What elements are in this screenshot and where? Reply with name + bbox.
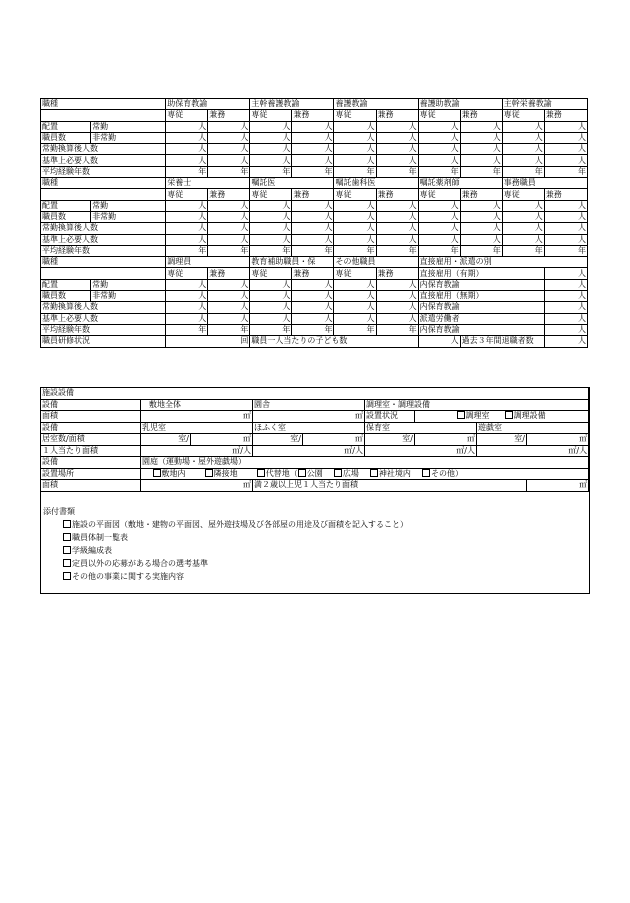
value-cell[interactable]: 人 — [166, 279, 208, 290]
attach-title: 添付書類 — [43, 507, 75, 516]
sub-label-senju: 専従 — [334, 110, 376, 121]
label-shokuinsu: 職員数 — [41, 132, 91, 143]
sub-label-senju: 専従 — [166, 268, 208, 279]
value-cell[interactable]: 人 — [334, 279, 376, 290]
label-hijokin: 非常勤 — [91, 211, 166, 222]
checkbox-koen[interactable] — [298, 469, 306, 477]
value-cell[interactable]: 人 — [418, 132, 460, 143]
hoiku-rooms[interactable]: 室/ — [365, 434, 415, 446]
direct-item: 内保育教諭 — [418, 302, 544, 313]
direct-header: 直接雇用・派遣の別 — [418, 257, 587, 268]
sub-label-kenmu: 兼務 — [292, 110, 334, 121]
label-garden: 園庭（運動場・屋外遊戯場） — [141, 457, 589, 469]
label-shokuinsu: 職員数 — [41, 291, 91, 302]
sub-label-kenmu: 兼務 — [376, 110, 418, 121]
checkbox-attach-2[interactable] — [63, 546, 71, 554]
value-cell[interactable]: 人 — [460, 234, 502, 245]
value-cell[interactable]: 人 — [334, 223, 376, 234]
label-shikichi: 敷地全体 — [141, 399, 253, 411]
chori-equip-label: 調理設備 — [513, 411, 546, 421]
value-cell[interactable]: 人 — [544, 200, 587, 211]
sub-label-kenmu: 兼務 — [544, 189, 587, 200]
value-cell[interactable]: 年 — [166, 324, 208, 335]
job-title: 事務職員 — [502, 178, 587, 189]
label-setsubi-2: 設備 — [41, 422, 141, 434]
value-cell[interactable]: 人 — [292, 234, 334, 245]
label-menseki: 面積 — [41, 411, 141, 423]
room-hofuku: ほふく室 — [253, 422, 365, 434]
value-cell[interactable]: 年 — [376, 324, 418, 335]
value-cell[interactable]: 人 — [250, 132, 292, 143]
label-ensha: 園舎 — [253, 399, 365, 411]
sub-label-senju: 専従 — [334, 268, 376, 279]
checkbox-hiroba[interactable] — [334, 469, 342, 477]
attach-item-label: 定員以外の応募がある場合の選考基準 — [72, 559, 208, 568]
value-cell[interactable]: 人 — [376, 313, 418, 324]
sub-label-kenmu: 兼務 — [292, 268, 334, 279]
value-cell[interactable]: 年 — [334, 324, 376, 335]
value-cell[interactable]: 人 — [166, 211, 208, 222]
value-cell[interactable]: 人 — [292, 121, 334, 132]
label-haichi: 配置 — [41, 200, 91, 211]
value-cell[interactable]: 人 — [418, 200, 460, 211]
direct-value[interactable]: 人 — [544, 268, 587, 279]
label-kijun: 基準上必要人数 — [41, 313, 166, 324]
direct-item: 内保育教諭 — [418, 324, 544, 335]
value-cell[interactable]: 人 — [376, 155, 418, 166]
label-kijun: 基準上必要人数 — [41, 234, 166, 245]
value-cell[interactable]: 人 — [376, 211, 418, 222]
value-cell[interactable]: 人 — [292, 144, 334, 155]
retired-value[interactable]: 人 — [544, 336, 587, 347]
sub-label-senju: 専従 — [502, 110, 544, 121]
value-cell[interactable]: 人 — [166, 200, 208, 211]
garden-area[interactable]: ㎡ — [141, 480, 253, 492]
checkbox-rinsetsu[interactable] — [205, 469, 213, 477]
value-cell[interactable]: 人 — [502, 144, 544, 155]
attach-item-label: 施設の平面図（敷地・建物の平面図、屋外遊技場及び各部屋の用途及び面積を記入すること） — [72, 520, 408, 529]
value-cell[interactable]: 人 — [376, 279, 418, 290]
sub-label-kenmu: 兼務 — [208, 268, 250, 279]
job-title: その他職員 — [334, 257, 418, 268]
value-cell[interactable]: 年 — [334, 245, 376, 256]
yugi-area[interactable]: ㎡ — [527, 434, 589, 446]
label-keiken: 平均経験年数 — [41, 245, 166, 256]
value-cell[interactable]: 年 — [460, 166, 502, 177]
place-hiroba: 広場 — [342, 468, 359, 478]
value-cell[interactable]: 人 — [292, 223, 334, 234]
value-cell[interactable]: 人 — [292, 211, 334, 222]
value-cell[interactable]: 人 — [166, 313, 208, 324]
value-cell[interactable]: 人 — [376, 144, 418, 155]
direct-value[interactable]: 人 — [544, 324, 587, 335]
label-hijokin: 非常勤 — [91, 132, 166, 143]
value-cell[interactable]: 人 — [208, 132, 250, 143]
attach-item — [41, 544, 589, 557]
label-shokuinsu: 職員数 — [41, 211, 91, 222]
value-cell[interactable]: 人 — [418, 144, 460, 155]
value-cell[interactable]: 年 — [208, 324, 250, 335]
chori-options — [415, 411, 589, 423]
value-cell[interactable]: 人 — [502, 223, 544, 234]
label-setsubi: 設備 — [41, 399, 141, 411]
value-cell[interactable]: 人 — [376, 223, 418, 234]
attach-item-label: その他の事業に関する実施内容 — [72, 572, 184, 581]
value-cell[interactable]: 人 — [334, 200, 376, 211]
label-shokushu: 職種 — [41, 257, 166, 268]
place-options — [141, 468, 589, 480]
value-cell[interactable]: 人 — [208, 234, 250, 245]
value-cell[interactable]: 人 — [208, 211, 250, 222]
sub-label-senju: 専従 — [250, 268, 292, 279]
value-cell[interactable]: 人 — [292, 155, 334, 166]
value-cell[interactable]: 年 — [166, 166, 208, 177]
value-cell[interactable]: 人 — [376, 302, 418, 313]
sub-label-senju: 専従 — [166, 110, 208, 121]
job-title: 栄養士 — [166, 178, 250, 189]
direct-value[interactable]: 人 — [544, 313, 587, 324]
value-cell[interactable]: 人 — [418, 234, 460, 245]
nyuji-per-person[interactable]: ㎡/人 — [141, 445, 253, 457]
value-cell[interactable]: 年 — [292, 324, 334, 335]
attach-item — [41, 557, 589, 570]
value-cell[interactable]: 年 — [418, 245, 460, 256]
value-cell[interactable]: 人 — [250, 121, 292, 132]
value-cell[interactable]: 人 — [250, 200, 292, 211]
job-title: 主幹養護教諭 — [250, 99, 334, 110]
place-daitai: 代替地（ — [265, 468, 298, 478]
attach-item-label: 学級編成表 — [72, 546, 112, 555]
value-cell[interactable]: 人 — [418, 223, 460, 234]
attach-item — [41, 570, 589, 583]
value-cell[interactable]: 人 — [334, 313, 376, 324]
job-title: 主幹栄養教諭 — [502, 99, 587, 110]
value-cell[interactable]: 人 — [418, 155, 460, 166]
value-cell[interactable]: 人 — [292, 302, 334, 313]
direct-item: 直接雇用（有期） — [418, 268, 544, 279]
value-cell[interactable]: 人 — [460, 223, 502, 234]
value-cell[interactable]: 人 — [208, 279, 250, 290]
label-kenshu: 職員研修状況 — [41, 336, 166, 347]
job-title: 嘱託薬剤師 — [418, 178, 502, 189]
value-cell[interactable]: 人 — [250, 155, 292, 166]
nyuji-area[interactable]: ㎡ — [191, 434, 253, 446]
value-cell[interactable]: 人 — [292, 313, 334, 324]
job-title: 嘱託歯科医 — [334, 178, 418, 189]
sub-label-kenmu: 兼務 — [376, 189, 418, 200]
value-cell[interactable]: 年 — [292, 166, 334, 177]
value-cell[interactable]: 年 — [544, 245, 587, 256]
value-cell[interactable]: 人 — [460, 155, 502, 166]
value-cell[interactable]: 人 — [166, 234, 208, 245]
room-nyuji: 乳児室 — [141, 422, 253, 434]
staff-table — [40, 98, 588, 348]
value-cell[interactable]: 人 — [460, 121, 502, 132]
value-cell[interactable]: 人 — [544, 121, 587, 132]
direct-item: 直接雇用（無期） — [418, 291, 544, 302]
value-cell[interactable]: 人 — [166, 291, 208, 302]
value-cell[interactable]: 人 — [334, 234, 376, 245]
value-cell[interactable]: 人 — [334, 144, 376, 155]
label-chori: 調理室・調理設備 — [365, 399, 589, 411]
value-cell[interactable]: 人 — [376, 121, 418, 132]
value-cell[interactable]: 人 — [544, 234, 587, 245]
facility-title: 施設設備 — [41, 388, 589, 400]
attach-item — [41, 531, 589, 544]
blank-cell — [41, 110, 166, 121]
sub-label-kenmu: 兼務 — [460, 189, 502, 200]
value-cell[interactable]: 人 — [376, 132, 418, 143]
job-title: 教育補助職員・保 — [250, 257, 334, 268]
label-haichi: 配置 — [41, 121, 91, 132]
value-cell[interactable]: 人 — [166, 144, 208, 155]
sub-label-senju: 専従 — [418, 110, 460, 121]
kenshu-value[interactable]: 回 — [166, 336, 250, 347]
label-setchi-basho: 設置場所 — [41, 468, 141, 480]
value-cell[interactable]: 人 — [502, 234, 544, 245]
value-cell[interactable]: 人 — [166, 132, 208, 143]
chori-room-label: 調理室 — [465, 411, 490, 421]
value-cell[interactable]: 人 — [460, 132, 502, 143]
sub-label-kenmu: 兼務 — [292, 189, 334, 200]
sub-label-kenmu: 兼務 — [208, 189, 250, 200]
blank-cell — [41, 189, 166, 200]
label-keiken: 平均経験年数 — [41, 166, 166, 177]
value-cell[interactable]: 人 — [166, 302, 208, 313]
value-cell[interactable]: 年 — [250, 245, 292, 256]
job-title: 調理員 — [166, 257, 250, 268]
label-setchi-jokyo: 設置状況 — [365, 411, 415, 423]
direct-item: 派遣労働者 — [418, 313, 544, 324]
hofuku-area[interactable]: ㎡ — [303, 434, 365, 446]
place-sonota: その他） — [431, 468, 464, 478]
label-menseki-2: 面積 — [41, 480, 141, 492]
checkbox-jinja[interactable] — [370, 469, 378, 477]
sub-label-kenmu: 兼務 — [208, 110, 250, 121]
value-cell[interactable]: 年 — [166, 245, 208, 256]
checkbox-daitai[interactable] — [257, 469, 265, 477]
label-haichi: 配置 — [41, 279, 91, 290]
direct-item: 内保育教諭 — [418, 279, 544, 290]
value-cell[interactable]: 人 — [292, 291, 334, 302]
value-cell[interactable]: 人 — [250, 211, 292, 222]
place-shikichinai: 敷地内 — [161, 468, 186, 478]
job-title: 養護助教諭 — [418, 99, 502, 110]
room-yugi: 遊戯室 — [477, 422, 589, 434]
value-cell[interactable]: 人 — [208, 302, 250, 313]
value-cell[interactable]: 人 — [208, 200, 250, 211]
value-cell[interactable]: 人 — [502, 155, 544, 166]
sub-label-senju: 専従 — [166, 189, 208, 200]
sub-label-kenmu: 兼務 — [544, 110, 587, 121]
value-cell[interactable]: 人 — [208, 155, 250, 166]
facility-table — [40, 387, 589, 492]
value-cell[interactable]: 人 — [544, 144, 587, 155]
value-cell[interactable]: 人 — [292, 279, 334, 290]
attachments — [41, 505, 589, 583]
value-cell[interactable]: 人 — [208, 313, 250, 324]
shikichi-area[interactable]: ㎡ — [141, 411, 253, 423]
value-cell[interactable]: 人 — [376, 200, 418, 211]
label-shokushu: 職種 — [41, 178, 166, 189]
attach-item — [41, 518, 589, 531]
value-cell[interactable]: 年 — [376, 245, 418, 256]
hofuku-rooms[interactable]: 室/ — [253, 434, 303, 446]
per-staff-children-value[interactable]: 人 — [418, 336, 460, 347]
value-cell[interactable]: 人 — [376, 234, 418, 245]
value-cell[interactable]: 年 — [376, 166, 418, 177]
value-cell[interactable]: 年 — [208, 245, 250, 256]
label-kanzan: 常勤換算後人数 — [41, 144, 166, 155]
value-cell[interactable]: 年 — [502, 245, 544, 256]
value-cell[interactable]: 人 — [166, 121, 208, 132]
value-cell[interactable]: 人 — [460, 144, 502, 155]
value-cell[interactable]: 年 — [250, 166, 292, 177]
value-cell[interactable]: 人 — [208, 121, 250, 132]
value-cell[interactable]: 年 — [208, 166, 250, 177]
value-cell[interactable]: 人 — [334, 121, 376, 132]
value-cell[interactable]: 年 — [460, 245, 502, 256]
hoiku-per-person[interactable]: ㎡/人 — [365, 445, 477, 457]
value-cell[interactable]: 年 — [502, 166, 544, 177]
label-jokin: 常勤 — [91, 279, 166, 290]
checkbox-attach-1[interactable] — [63, 533, 71, 541]
direct-value[interactable]: 人 — [544, 279, 587, 290]
value-cell[interactable]: 人 — [502, 200, 544, 211]
value-cell[interactable]: 人 — [250, 302, 292, 313]
checkbox-attach-0[interactable] — [63, 520, 71, 528]
place-rinsetsu: 隣接地 — [213, 468, 238, 478]
label-shokushu: 職種 — [41, 99, 166, 110]
job-title: 助保育教諭 — [166, 99, 250, 110]
direct-value[interactable]: 人 — [544, 302, 587, 313]
value-cell[interactable]: 人 — [502, 121, 544, 132]
sub-label-kenmu: 兼務 — [460, 110, 502, 121]
sub-label-senju: 専従 — [502, 189, 544, 200]
label-jokin: 常勤 — [91, 121, 166, 132]
value-cell[interactable]: 人 — [292, 200, 334, 211]
label-retired: 過去３年間退職者数 — [460, 336, 544, 347]
ensha-area[interactable]: ㎡ — [253, 411, 365, 423]
value-cell[interactable]: 年 — [418, 166, 460, 177]
value-cell[interactable]: 人 — [544, 223, 587, 234]
job-title: 嘱託医 — [250, 178, 334, 189]
label-kijun: 基準上必要人数 — [41, 155, 166, 166]
room-hoiku: 保育室 — [365, 422, 477, 434]
hofuku-per-person[interactable]: ㎡/人 — [253, 445, 365, 457]
value-cell[interactable]: 人 — [250, 223, 292, 234]
value-cell[interactable]: 人 — [460, 211, 502, 222]
facility-section — [40, 387, 590, 594]
place-jinja: 神社境内 — [378, 468, 411, 478]
label-kanzan: 常勤換算後人数 — [41, 223, 166, 234]
value-cell[interactable]: 人 — [334, 211, 376, 222]
checkbox-chori-equip[interactable] — [505, 411, 513, 419]
label-setsubi-3: 設備 — [41, 457, 141, 469]
checkbox-attach-3[interactable] — [63, 559, 71, 567]
value-cell[interactable]: 人 — [334, 155, 376, 166]
label-per-person-area: １人当たり面積 — [41, 445, 141, 457]
value-cell[interactable]: 年 — [334, 166, 376, 177]
direct-value[interactable]: 人 — [544, 291, 587, 302]
sub-label-kenmu: 兼務 — [376, 268, 418, 279]
job-title: 養護教諭 — [334, 99, 418, 110]
value-cell[interactable]: 人 — [208, 291, 250, 302]
value-cell[interactable]: 人 — [292, 132, 334, 143]
value-cell[interactable]: 人 — [166, 155, 208, 166]
blank-cell — [41, 268, 166, 279]
yugi-rooms[interactable]: 室/ — [477, 434, 527, 446]
sub-label-senju: 専従 — [250, 189, 292, 200]
hoiku-area[interactable]: ㎡ — [415, 434, 477, 446]
label-rooms: 居室数/面積 — [41, 434, 141, 446]
value-cell[interactable]: 年 — [544, 166, 587, 177]
value-cell[interactable]: 人 — [208, 223, 250, 234]
checkbox-sonota[interactable] — [422, 469, 430, 477]
value-cell[interactable]: 人 — [502, 211, 544, 222]
value-cell[interactable]: 年 — [292, 245, 334, 256]
checkbox-chori-room[interactable] — [457, 411, 465, 419]
checkbox-shikichinai[interactable] — [153, 469, 161, 477]
attach-item-label: 職員体制一覧表 — [72, 533, 128, 542]
value-cell[interactable]: 人 — [334, 302, 376, 313]
value-cell[interactable]: 人 — [250, 279, 292, 290]
label-jokin: 常勤 — [91, 200, 166, 211]
value-cell[interactable]: 人 — [544, 155, 587, 166]
label-over2-area: 満２歳以上児１人当たり面積 — [253, 480, 527, 492]
value-cell[interactable]: 人 — [418, 211, 460, 222]
value-cell[interactable]: 人 — [334, 132, 376, 143]
checkbox-attach-4[interactable] — [63, 572, 71, 580]
label-kanzan: 常勤換算後人数 — [41, 302, 166, 313]
value-cell[interactable]: 人 — [460, 200, 502, 211]
value-cell[interactable]: 人 — [418, 121, 460, 132]
value-cell[interactable]: 人 — [544, 132, 587, 143]
value-cell[interactable]: 人 — [250, 291, 292, 302]
label-per-staff-children: 職員一人当たりの子ども数 — [250, 336, 418, 347]
value-cell[interactable]: 人 — [250, 144, 292, 155]
sub-label-senju: 専従 — [418, 189, 460, 200]
value-cell[interactable]: 人 — [544, 211, 587, 222]
value-cell[interactable]: 人 — [376, 291, 418, 302]
over2-area[interactable]: ㎡ — [527, 480, 589, 492]
place-koen: 公園 — [306, 468, 323, 478]
value-cell[interactable]: 人 — [502, 132, 544, 143]
sub-label-senju: 専従 — [334, 189, 376, 200]
sub-label-senju: 専従 — [250, 110, 292, 121]
value-cell[interactable]: 人 — [166, 223, 208, 234]
value-cell[interactable]: 年 — [250, 324, 292, 335]
value-cell[interactable]: 人 — [208, 144, 250, 155]
yugi-per-person[interactable]: ㎡/人 — [477, 445, 589, 457]
value-cell[interactable]: 人 — [250, 313, 292, 324]
value-cell[interactable]: 人 — [334, 291, 376, 302]
label-hijokin: 非常勤 — [91, 291, 166, 302]
nyuji-rooms[interactable]: 室/ — [141, 434, 191, 446]
value-cell[interactable]: 人 — [250, 234, 292, 245]
label-keiken: 平均経験年数 — [41, 324, 166, 335]
